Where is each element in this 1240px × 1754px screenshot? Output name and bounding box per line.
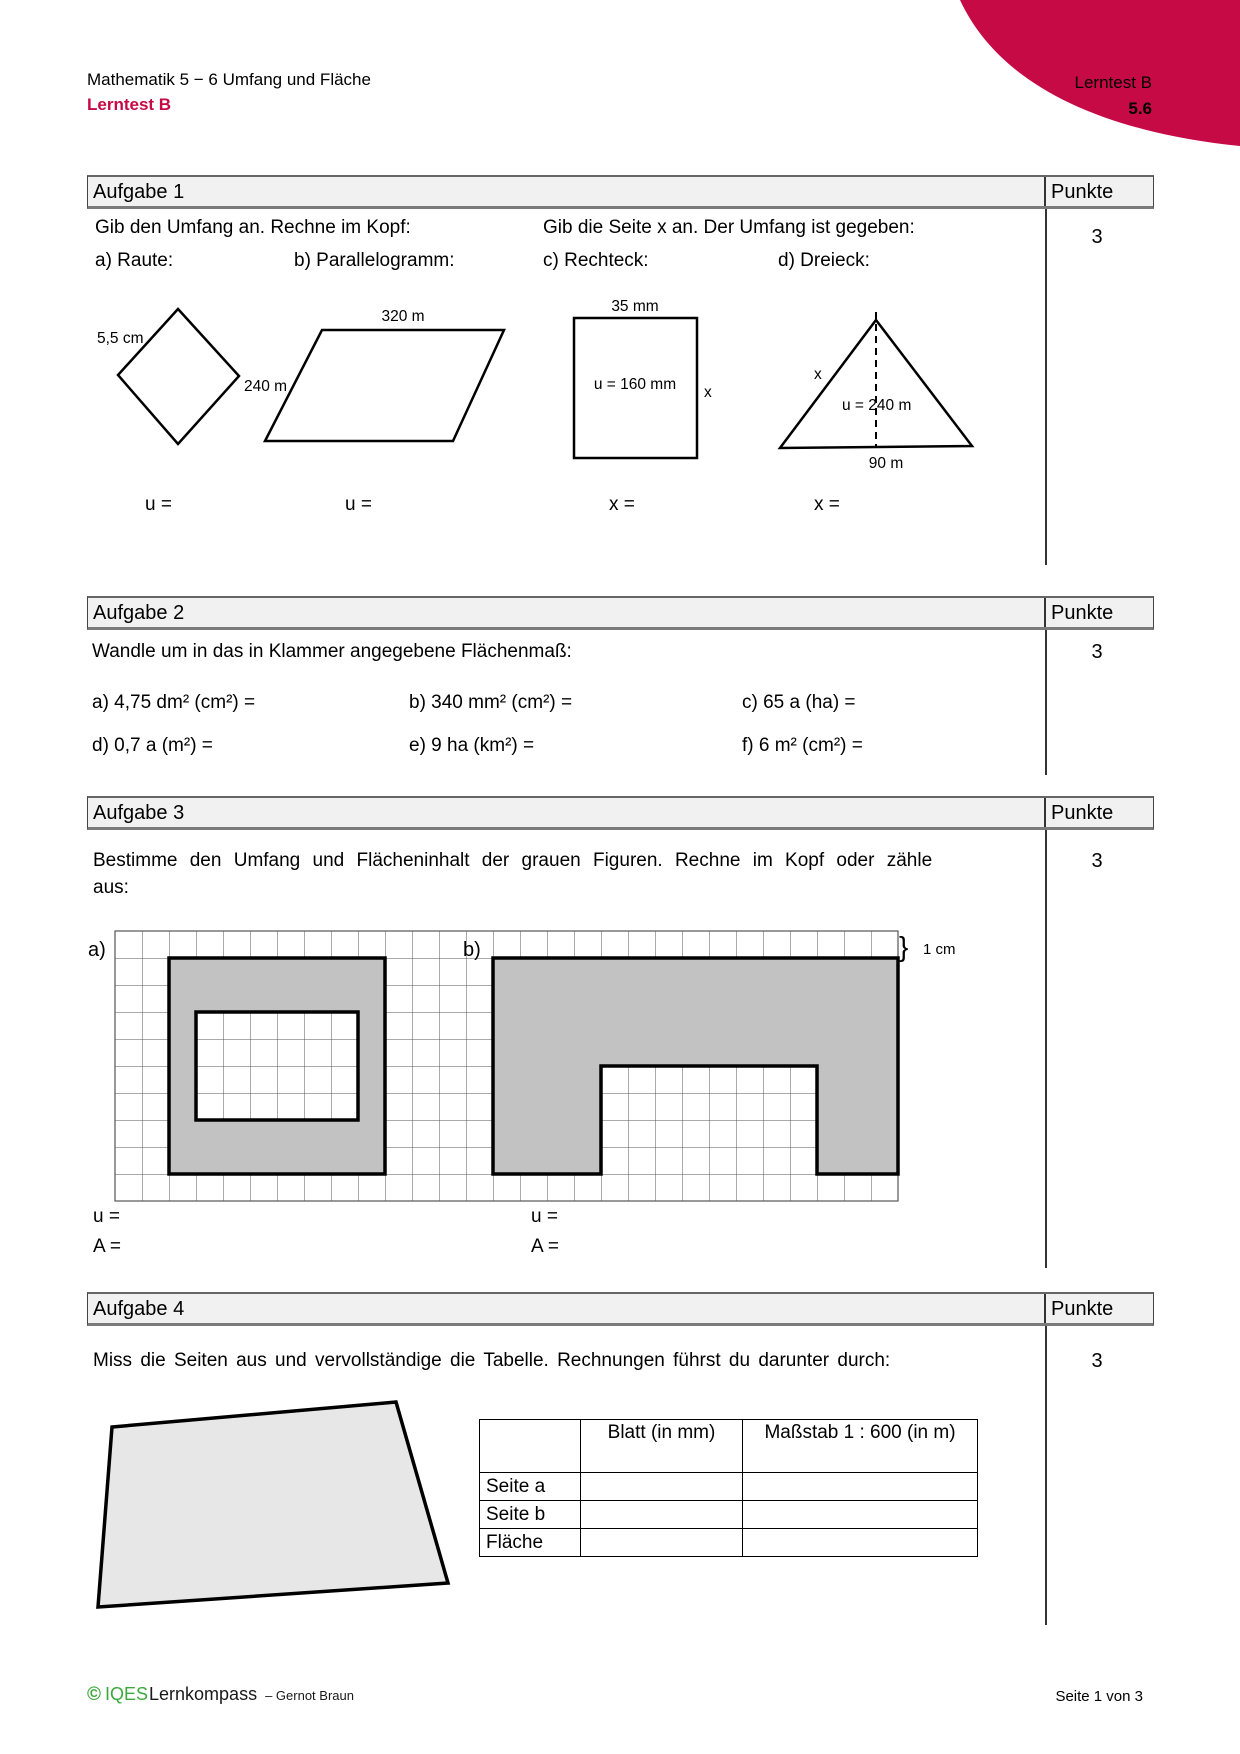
table-cell-empty (581, 1501, 743, 1529)
a2-task-c: c) 65 a (ha) = (742, 692, 856, 713)
a3-answer-a-u: u = (93, 1206, 120, 1227)
a3-answer-b-area: A = (531, 1236, 559, 1257)
a4-instruction: Miss die Seiten aus und vervollständige die Tabelle. Rechnungen führst du darunter durch: (93, 1350, 891, 1371)
triangle-perimeter-label: u = 240 m (842, 397, 912, 414)
a2-task-f: f) 6 m² (cm²) = (742, 735, 863, 756)
a3-grid-figure (85, 925, 1005, 1215)
a1-shapes-figure (85, 295, 1000, 477)
a1-instruction-left: Gib den Umfang an. Rechne im Kopf: (95, 217, 411, 238)
copyright-icon: © (87, 1684, 101, 1705)
points-value: 3 (1091, 1350, 1103, 1372)
table-row-label-seite-b: Seite b (480, 1501, 581, 1529)
course-title: Mathematik 5 − 6 Umfang und Fläche (87, 70, 371, 89)
parallelogram-top-label: 320 m (381, 308, 425, 325)
a3-instruction-line1: Bestimme den Umfang und Flächeninhalt der grauen Figuren. Rechne im Kopf oder zähle (93, 850, 933, 871)
table-cell-empty (743, 1473, 978, 1501)
points-value: 3 (1091, 850, 1103, 872)
points-column-header: Punkte (1044, 798, 1156, 827)
corner-test-code: 5.6 (1128, 99, 1152, 118)
points-value: 3 (1091, 641, 1103, 663)
section-title: Aufgabe 2 (93, 602, 185, 624)
a2-task-d: d) 0,7 a (m²) = (92, 735, 213, 756)
page-number: Seite 1 von 3 (1055, 1688, 1143, 1705)
table-row-label-flaeche: Fläche (480, 1529, 581, 1557)
table-header-blatt: Blatt (in mm) (581, 1420, 743, 1473)
rectangle-perimeter-label: u = 160 mm (593, 376, 677, 393)
triangle-base-label: 90 m (868, 455, 904, 472)
a2-instruction: Wandle um in das in Klammer angegebene Flächenmaß: (92, 641, 572, 662)
points-value: 3 (1091, 226, 1103, 248)
points-column-header: Punkte (1044, 598, 1156, 627)
a1-item-c-label: c) Rechteck: (543, 250, 649, 271)
table-corner-cell (480, 1420, 581, 1473)
points-column-divider (1045, 1326, 1047, 1625)
points-column-divider (1045, 209, 1047, 565)
a3-instruction-line2: aus: (93, 877, 129, 898)
points-column-divider (1045, 830, 1047, 1268)
scale-label: 1 cm (923, 941, 956, 958)
section-title: Aufgabe 1 (93, 181, 185, 203)
points-column-header: Punkte (1044, 1294, 1156, 1323)
quadrilateral-shape (98, 1402, 448, 1607)
triangle-x-label: x (814, 366, 822, 383)
scale-brace: } (899, 931, 909, 962)
parallelogram-side-label: 240 m (244, 378, 288, 395)
section-header-aufgabe-3 (87, 796, 1154, 830)
a3-answer-a-area: A = (93, 1236, 121, 1257)
a1-item-b-label: b) Parallelogramm: (294, 250, 455, 271)
brand-iqes: IQES (105, 1684, 149, 1704)
a1-answer-u1: u = (145, 494, 172, 515)
table-row-label-seite-a: Seite a (480, 1473, 581, 1501)
a1-answer-x1: x = (609, 494, 635, 515)
section-title: Aufgabe 4 (93, 1298, 185, 1320)
corner-test-label: Lerntest B (1074, 73, 1152, 92)
a1-item-d-label: d) Dreieck: (778, 250, 870, 271)
footer-brand (87, 1684, 354, 1706)
section-header-aufgabe-1 (87, 175, 1154, 209)
a2-task-e: e) 9 ha (km²) = (409, 735, 535, 756)
parallelogram-shape (265, 330, 504, 441)
figure-b-label: b) (463, 939, 481, 961)
table-cell-empty (743, 1529, 978, 1557)
a2-task-a: a) 4,75 dm² (cm²) = (92, 692, 256, 713)
rectangle-top-label: 35 mm (611, 298, 659, 315)
section-header-aufgabe-4 (87, 1292, 1154, 1326)
table-header-massstab: Maßstab 1 : 600 (in m) (743, 1420, 978, 1473)
a1-answer-u2: u = (345, 494, 372, 515)
a1-instruction-right: Gib die Seite x an. Der Umfang ist gegeben: (543, 217, 915, 238)
table-cell-empty (581, 1529, 743, 1557)
points-column-header: Punkte (1044, 177, 1156, 206)
footer-author: – Gernot Braun (265, 1688, 354, 1703)
section-title: Aufgabe 3 (93, 802, 185, 824)
table-cell-empty (743, 1501, 978, 1529)
a4-table (479, 1419, 978, 1557)
test-label: Lerntest B (87, 95, 172, 114)
a1-answer-x2: x = (814, 494, 840, 515)
section-header-aufgabe-2 (87, 596, 1154, 630)
a2-task-b: b) 340 mm² (cm²) = (409, 692, 573, 713)
a3-answer-b-u: u = (531, 1206, 558, 1227)
a4-measure-shape (85, 1392, 470, 1620)
rectangle-x-label: x (704, 384, 712, 401)
brand-lernkompass: Lernkompass (149, 1684, 258, 1704)
table-cell-empty (581, 1473, 743, 1501)
a1-item-a-label: a) Raute: (95, 250, 174, 271)
figure-a-label: a) (88, 939, 106, 961)
points-column-divider (1045, 630, 1047, 775)
rhombus-side-label: 5,5 cm (97, 330, 144, 347)
